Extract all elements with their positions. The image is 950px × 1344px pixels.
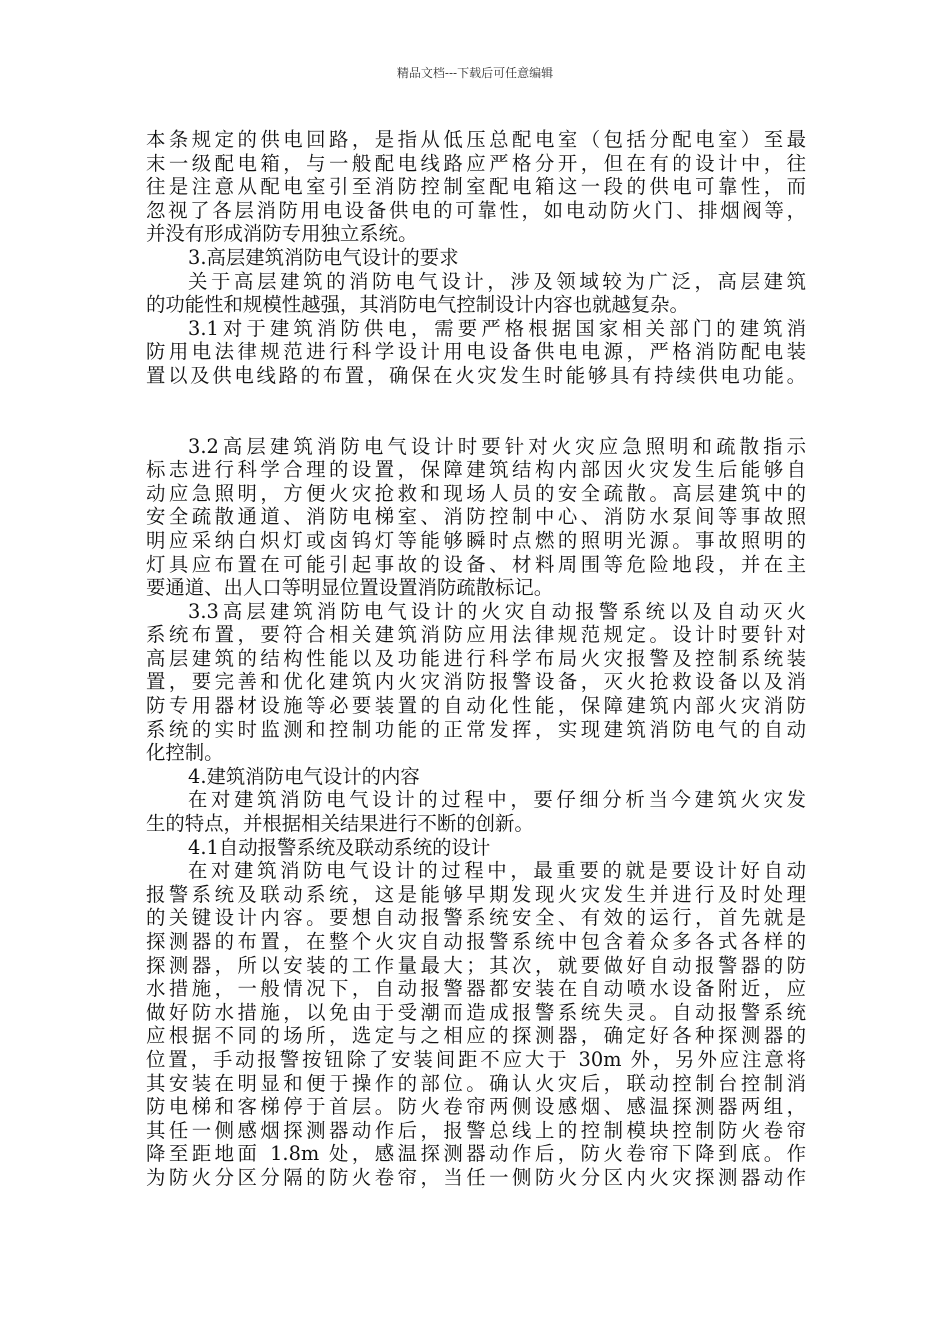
text-line: 的关键设计内容。要想自动报警系统安全、有效的运行，首先就是 xyxy=(146,906,806,930)
text-line: 降至距地面 1.8m 处，感温探测器动作后，防火卷帘下降到底。作 xyxy=(146,1142,806,1166)
text-line: 防用电法律规范进行科学设计用电设备供电电源，严格消防配电装 xyxy=(146,340,806,364)
text-line: 置，要完善和优化建筑内火灾消防报警设备，灭火抢救设备以及消 xyxy=(146,670,806,694)
section-heading: 4.建筑消防电气设计的内容 xyxy=(188,764,420,788)
page-header: 精品文档---下载后可任意编辑 xyxy=(396,66,554,80)
text-line: 3.1对于建筑消防供电，需要严格根据国家相关部门的建筑消 xyxy=(188,316,806,340)
text-line: 报警系统及联动系统，这是能够早期发现火灾发生并进行及时处理 xyxy=(146,882,806,906)
text-line: 为防火分区分隔的防火卷帘，当任一侧防火分区内火灾探测器动作 xyxy=(146,1165,806,1189)
text-line: 防专用器材设施等必要装置的自动化性能，保障建筑内部火灾消防 xyxy=(146,694,806,718)
text-line: 系统布置，要符合相关建筑消防应用法律规范规定。设计时要针对 xyxy=(146,623,806,647)
text-line: 探测器的布置，在整个火灾自动报警系统中包含着众多各式各样的 xyxy=(146,930,806,953)
text-line: 置以及供电线路的布置，确保在火灾发生时能够具有持续供电功能。 xyxy=(146,363,806,387)
section-heading: 4.1自动报警系统及联动系统的设计 xyxy=(188,835,491,859)
paragraph-gap xyxy=(146,388,806,435)
text-line: 化控制。 xyxy=(146,741,224,765)
text-line: 水措施，一般情况下，自动报警器都安装在自动喷水设备附近，应 xyxy=(146,977,806,1001)
text-line: 位置，手动报警按钮除了安装间距不应大于 30m 外，另外应注意将 xyxy=(146,1047,806,1071)
text-line: 其任一侧感烟探测器动作后，报警总线上的控制模块控制防火卷帘 xyxy=(146,1118,806,1142)
text-line: 动应急照明，方便火灾抢救和现场人员的安全疏散。高层建筑中的 xyxy=(146,481,806,505)
text-line: 在对建筑消防电气设计的过程中，要仔细分析当今建筑火灾发 xyxy=(188,788,806,812)
text-line: 的功能性和规模性越强，其消防电气控制设计内容也就越复杂。 xyxy=(146,293,689,317)
text-line: 往是注意从配电室引至消防控制室配电箱这一段的供电可靠性，而 xyxy=(146,175,806,199)
section-heading: 3.高层建筑消防电气设计的要求 xyxy=(188,245,459,269)
text-line: 忽视了各层消防用电设备供电的可靠性，如电动防火门、排烟阀等， xyxy=(146,198,806,222)
text-line: 生的特点，并根据相关结果进行不断的创新。 xyxy=(146,812,534,836)
text-line: 关于高层建筑的消防电气设计，涉及领域较为广泛，高层建筑 xyxy=(188,269,806,293)
text-line: 高层建筑的结构性能以及功能进行科学布局火灾报警及控制系统装 xyxy=(146,646,806,670)
text-line: 做好防水措施，以免由于受潮而造成报警系统失灵。自动报警系统 xyxy=(146,1000,806,1024)
text-line: 灯具应布置在可能引起事故的设备、材料周围等危险地段，并在主 xyxy=(146,552,806,576)
text-line: 并没有形成消防专用独立系统。 xyxy=(146,222,418,246)
text-line: 明应采纳白炽灯或卤钨灯等能够瞬时点燃的照明光源。事故照明的 xyxy=(146,528,806,552)
document-body xyxy=(146,128,806,1190)
text-line: 其安装在明显和便于操作的部位。确认火灾后，联动控制台控制消 xyxy=(146,1071,806,1095)
text-line: 3.3高层建筑消防电气设计的火灾自动报警系统以及自动灭火 xyxy=(188,599,806,623)
text-line: 应根据不同的场所，选定与之相应的探测器，确定好各种探测器的 xyxy=(146,1024,806,1048)
text-line: 要通道、出人口等明显位置设置消防疏散标记。 xyxy=(146,576,554,600)
text-line: 探测器，所以安装的工作量最大；其次，就要做好自动报警器的防 xyxy=(146,953,806,977)
text-line: 安全疏散通道、消防电梯室、消防控制中心、消防水泵间等事故照 xyxy=(146,505,806,529)
text-line: 系统的实时监测和控制功能的正常发挥，实现建筑消防电气的自动 xyxy=(146,717,806,741)
text-line: 末一级配电箱，与一般配电线路应严格分开，但在有的设计中，往 xyxy=(146,151,806,175)
text-line: 在对建筑消防电气设计的过程中，最重要的就是要设计好自动 xyxy=(188,859,806,883)
text-line: 标志进行科学合理的设置，保障建筑结构内部因火灾发生后能够自 xyxy=(146,458,806,482)
text-line: 3.2高层建筑消防电气设计时要针对火灾应急照明和疏散指示 xyxy=(188,434,806,458)
text-line: 防电梯和客梯停于首层。防火卷帘两侧设感烟、感温探测器两组， xyxy=(146,1095,806,1119)
text-line: 本条规定的供电回路，是指从低压总配电室（包括分配电室）至最 xyxy=(146,128,806,151)
